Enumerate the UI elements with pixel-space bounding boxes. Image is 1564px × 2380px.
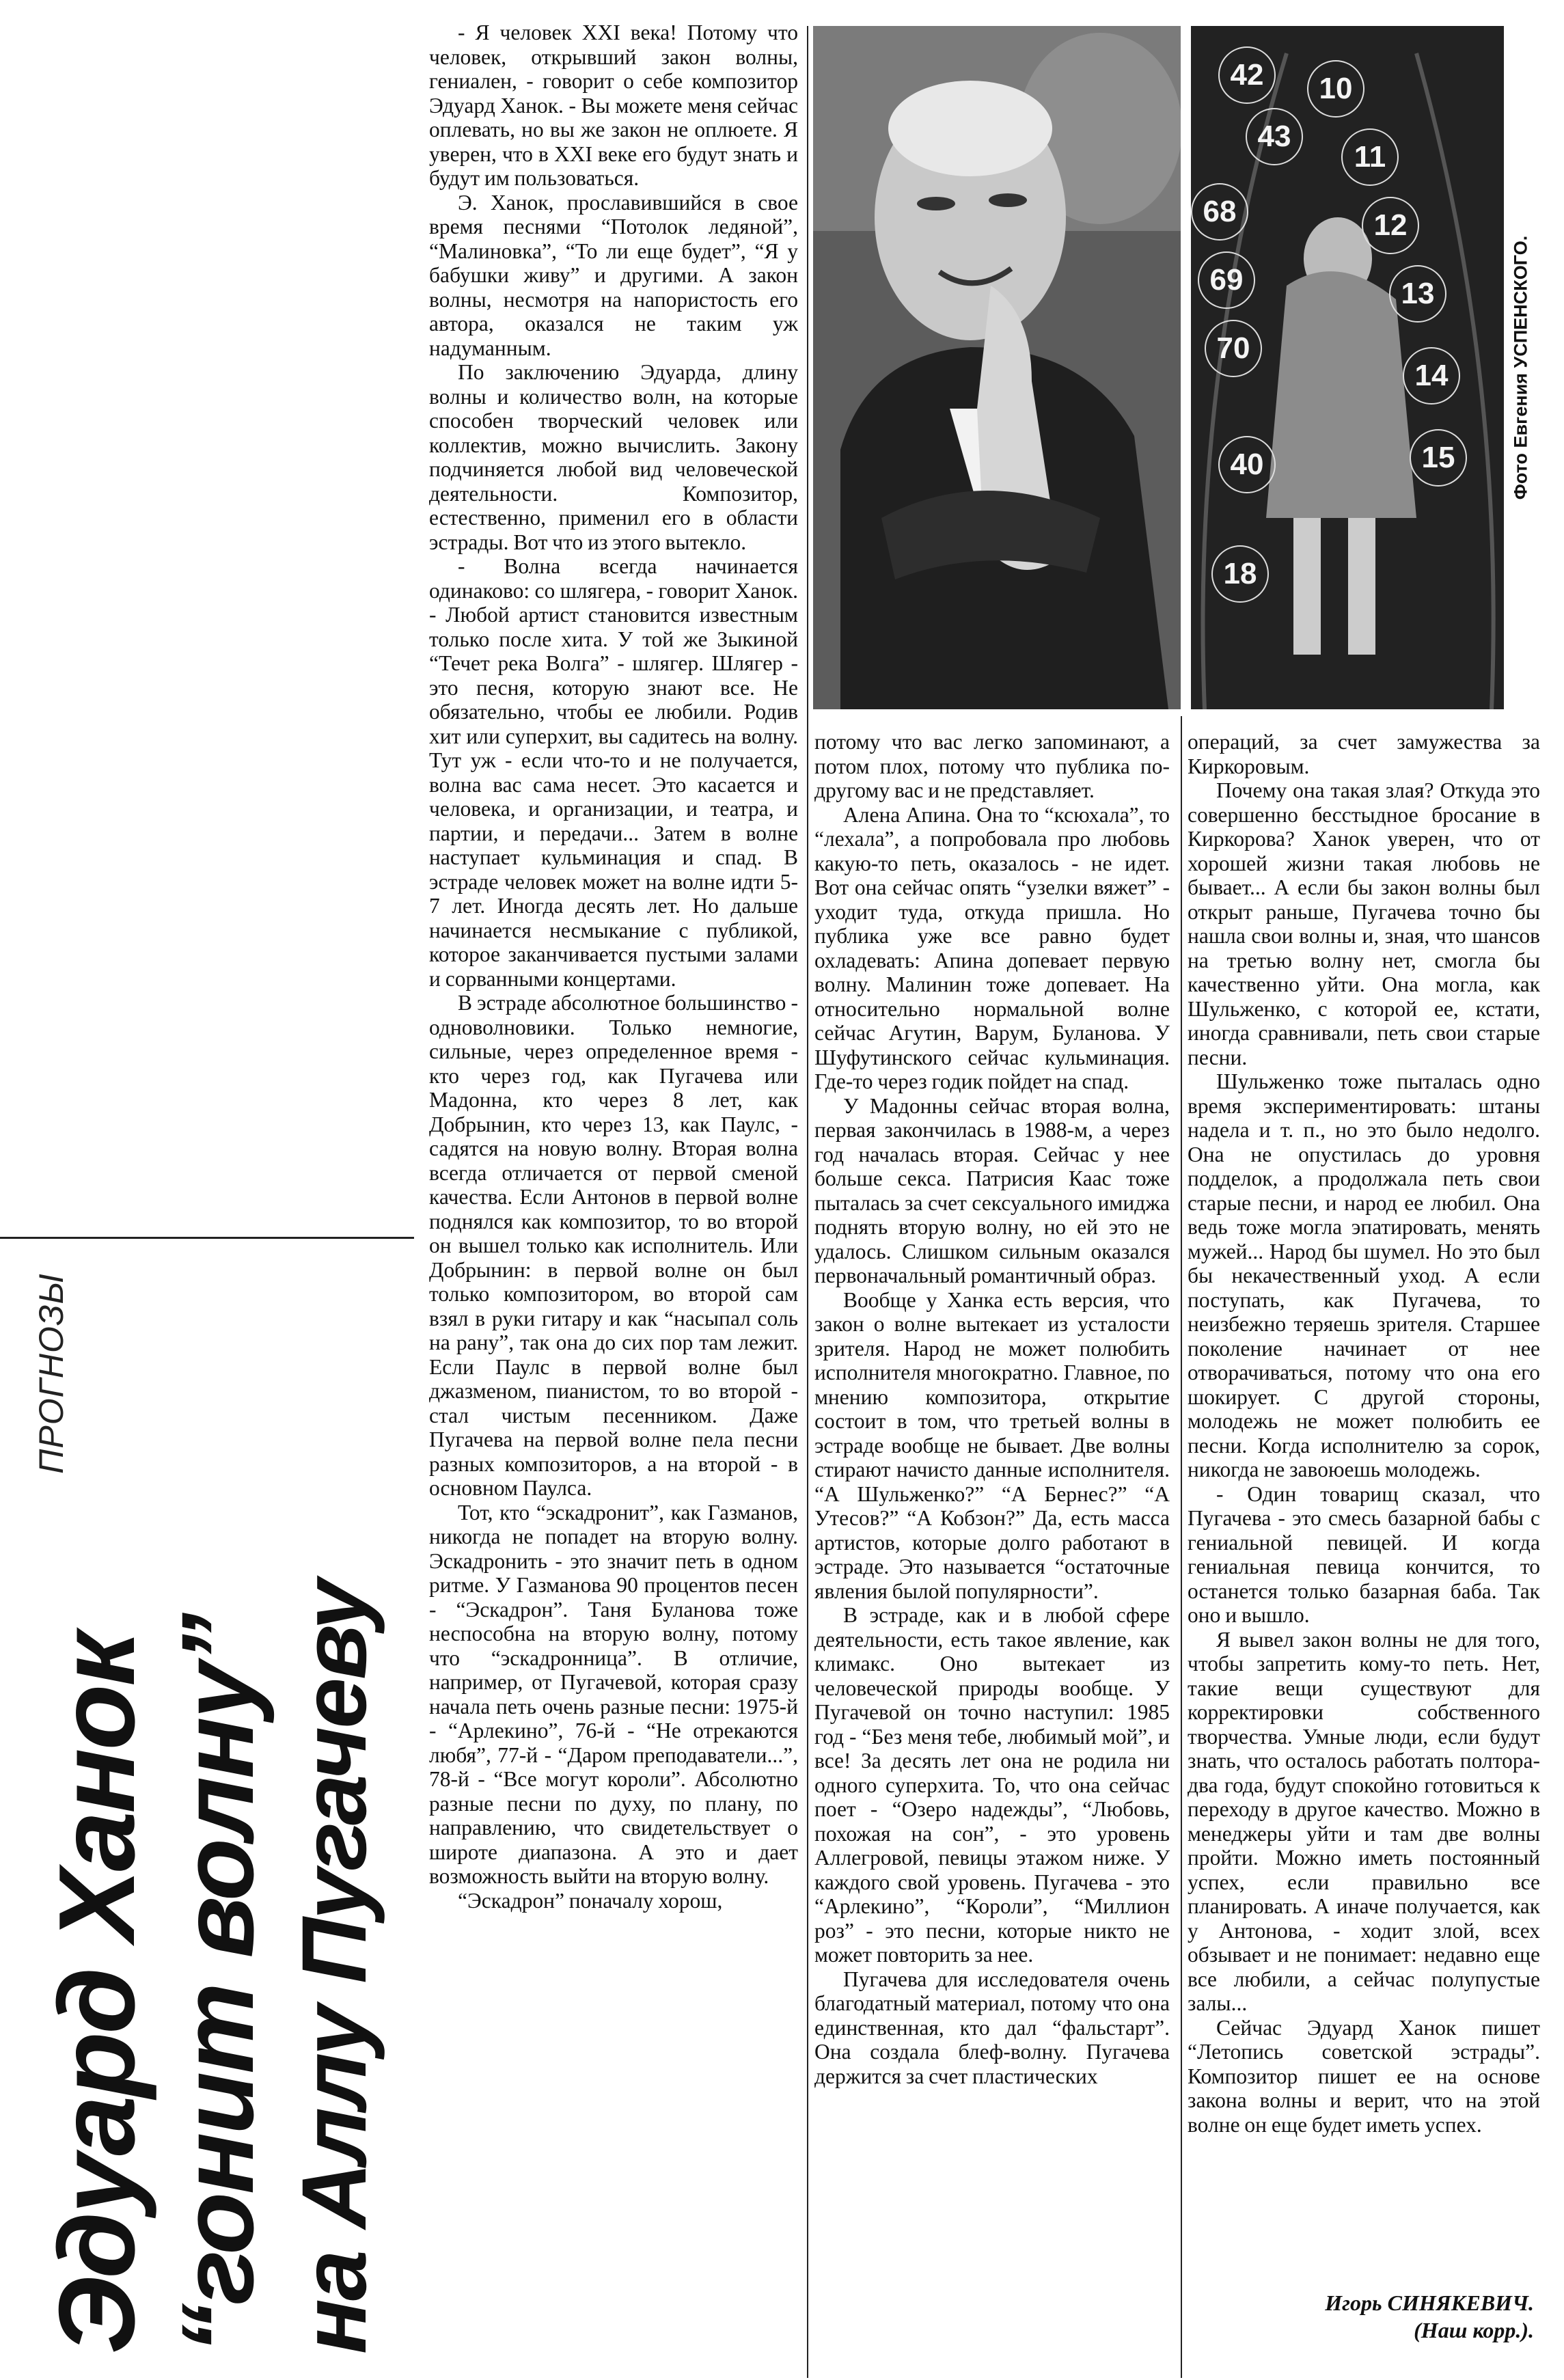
paragraph: - Один товарищ сказал, что Пугачева - это смесь базарной бабы с гениальной певицей. И когда гениальная певица кончится, то останется только базарная баба. Так оно и вышло. [1188,1481,1540,1627]
paragraph: операций, за счет замужества за Киркоровым. [1188,730,1540,778]
photo-credit [1507,26,1535,709]
stage-number: 69 [1198,251,1255,309]
stage-number: 15 [1410,429,1467,487]
stage-number: 10 [1307,60,1364,118]
paragraph: У Мадонны сейчас вторая волна, первая закончилась в 1988-м, а через год началась вторая. Сейчас у нее больше секса. Патрисия Каас тоже пыталась за счет сексуального имиджа поднять вторую волну, но ей это не удалось. Слишком сильным оказался первоначальный романтичный образ. [814,1093,1170,1287]
byline-affiliation: (Наш корр.). [1414,2318,1534,2342]
headline-line-3: на Аллу Пугачеву [284,1581,385,2354]
paragraph: Алена Апина. Она то “ксюхала”, то “лехала”, а попробовала про любовь какую-то петь, оказалось - не идет. Вот она сейчас опять “узелки вяжет” - уходит туда, откуда пришла. Но публика уже все равно будет охладевать: Апина допевает первую волну. Малинин тоже допевает. На относительно нормальной волне сейчас Агутин, Варум, Буланова. У Шуфутинского сейчас кульминация. Где-то через годик пойдет на спад. [814,802,1170,1093]
photo-singer-on-stage [1191,26,1504,709]
paragraph: По заключению Эдуарда, длину волны и количество волн, на которые способен творческий человек или коллектив, можно вычислить. Закону подчиняется любой вид человеческой деятельности. Композитор, естественно, применил его в области эстрады. Вот что из этого вытекло. [429,360,798,554]
stage-number: 43 [1246,108,1303,165]
article-column-1 [429,20,798,2378]
rubric-text: ПРОГНОЗЫ [32,1273,70,1474]
photo-composer-portrait [813,26,1181,709]
headline-line-2: “гонит волну” [160,1614,275,2354]
stage-number: 18 [1211,545,1269,603]
column-rule [807,26,808,2378]
photo-credit-text: Фото Евгения УСПЕНСКОГО. [1510,235,1531,500]
stage-number: 11 [1341,128,1399,186]
paragraph: Э. Ханок, прославившийся в свое время песнями “Потолок ледяной”, “Малиновка”, “То ли еще будет”, “Я у бабушки живу” и другими. А закон волны, несмотря на напористость его автора, оказался не таким уж надуманным. [429,190,798,360]
byline-author: Игорь СИНЯКЕВИЧ. [1325,2290,1534,2315]
article-column-2 [814,730,1170,2378]
byline [1213,2289,1534,2344]
stage-number: 70 [1205,320,1262,377]
paragraph: В эстраде абсолютное большинство - одноволновики. Только немногие, сильные, через определенное время - кто через год, как Пугачева или Мадонна, кто через 8 лет, как Добрынин, кто через 13, как Паулс, - садятся на новую волну. Вторая волна всегда отличается от первой сменой качества. Если Антонов в первой волне поднялся как композитор, то во второй он вышел только как исполнитель. Или Добрынин: в первой волне он был только композитором, во второй сам взял в руки гитару и как “насыпал соль на рану”, так она до сих пор там лежит. Если Паулс в первой волне был джазменом, пианистом, то во второй - стал чистым песенником. Даже Пугачева на первой волне пела песни разных композиторов, а на второй - в основном Паулса. [429,991,798,1500]
paragraph: Тот, кто “эскадронит”, как Газманов, никогда не попадет на вторую волну. Эскадронить - это значит петь в одном ритме. У Газманова 90 процентов песен - “Эскадрон”. Таня Буланова тоже неспособна на вторую волну, потому что “эскадронница”. В отличие, например, от Пугачевой, которая сразу начала петь очень разные песни: 1975-й - “Арлекино”, 76-й - “Не отрекаются любя”, 77-й - “Даром преподаватели...”, 78-й - “Все могут короли”. Абсолютно разные песни по духу, по плану, по направлению, что свидетельствует о широте диапазона. А это и дает возможность выйти на вторую волну. [429,1500,798,1888]
article-column-3 [1188,730,1540,2378]
stage-number: 12 [1362,197,1419,254]
stage-number: 14 [1403,347,1460,405]
stage-number: 13 [1389,265,1446,323]
rubric-label [20,1271,82,1476]
paragraph: - Волна всегда начинается одинаково: со шлягера, - говорит Ханок. - Любой артист становится известным только после хита. У той же Зыкиной “Течет река Волга” - шлягер. Шлягер - это песня, которую знают все. Не обязательно, чтобы ее любили. Родив хит или суперхит, вы садитесь на волну. Тут уж - если что-то и не получается, волна вас сама несет. Это касается и человека, и организации, и театра, и партии, и передачи... Затем в волне наступает кульминация и спад. В эстраде человек может на волне идти 5-7 лет. Иногда десять лет. Но дальше начинается несмыкание с публикой, которое заканчивается пустыми залами и сорванными концертами. [429,554,798,991]
paragraph: Сейчас Эдуард Ханок пишет “Летопись советской эстрады”. Композитор пишет ее на основе закона волны и верит, что на этой волне он еще будет иметь успех. [1188,2015,1540,2137]
paragraph: Шульженко тоже пыталась одно время экспериментировать: штаны надела и т. п., но это было недолго. Она не опустилась до уровня подделок, а продолжала петь свои старые песни, и народ ее любил. Она ведь тоже могла эпатировать, менять мужей... Народ бы шумел. Но это был бы некачественный уход. А если поступать, как Пугачева, то неизбежно теряешь зрителя. Старшее поколение начинает от нее отворачиваться, потому что она его шокирует. С другой стороны, молодежь не может полюбить ее песни. Когда исполнителю за сорок, никогда не завоюешь молодежь. [1188,1069,1540,1481]
paragraph: потому что вас легко запоминают, а потом плох, потому что публика по-другому вас и не представляет. [814,730,1170,802]
paragraph: “Эскадрон” поначалу хорош, [458,1888,723,1913]
paragraph: Вообще у Ханка есть версия, что закон о волне вытекает из усталости зрителя. Народ не может полюбить исполнителя многократно. Главное, по мнению композитора, открытие состоит в том, что третьей волны в эстраде вообще не бывает. Две волны стирают начисто данные исполнителя. “А Шульженко?” “А Бернес?” “А Утесов?” “А Кобзон?” Да, есть масса артистов, которые долго работают в эстраде. Это называется “остаточные явления былой популярности”. [814,1287,1170,1603]
stage-number: 68 [1191,183,1248,241]
stage-number: 42 [1218,46,1276,104]
stage-number: 40 [1218,436,1276,493]
portrait-illustration [813,26,1181,709]
column-rule [1181,716,1182,2378]
paragraph: Почему она такая злая? Откуда это совершенно бесстыдное бросание в Киркорова? Ханок уверен, что от хорошей жизни такая любовь не бывает... А если бы закон волны был открыт раньше, Пугачева точно бы нашла свои волны и, зная, что шансов на третью волну нет, смогла бы качественно уйти. Она могла, как Шульженко, с которой ее, кстати, иногда сравнивали, петь свои старые песни. [1188,778,1540,1069]
paragraph: В эстраде, как и в любой сфере деятельности, есть такое явление, как климакс. Оно вытекает из человеческой природы вообще. У Пугачевой он точно наступил: 1985 год - “Без меня тебе, любимый мой”, и все! За десять лет она не родила ни одного суперхита. То, что она сейчас поет - “Озеро надежды”, “Любовь, похожая на сон”, - это уровень Аллегровой, певицы этажом ниже. У каждого свой уровень. Пугачева - это “Арлекино”, “Короли”, “Миллион роз” - это песни, которые никто не может повторить за нее. [814,1603,1170,1967]
paragraph: Я вывел закон волны не для того, чтобы запретить кому-то петь. Нет, такие вещи существуют для корректировки собственного творчества. Умные люди, если будут знать, что осталось работать полтора-два года, будут спокойно готовиться к переходу в другое качество. Можно в менеджеры уйти и там две волны пройти. Можно иметь постоянный успех, если правильно все планировать. А иначе получается, как у Антонова, - ходит злой, всех обзывает и не понимает: недавно еще все любили, а сейчас полупустые залы... [1188,1627,1540,2015]
paragraph: - Я человек XXI века! Потому что человек, открывший закон волны, гениален, - говорит о себе композитор Эдуард Ханок. - Вы можете меня сейчас оплевать, но вы же закон не оплюете. Я уверен, что в XXI веке его будут знать и будут им пользоваться. [429,20,798,190]
paragraph: Пугачева для исследователя очень благодатный материал, потому что она единственная, кто дал “фальстарт”. Она создала блеф-волну. Пугачева держится за счет пластических [814,1967,1170,2088]
headline-line-1: Эдуард Ханок [37,1633,157,2354]
